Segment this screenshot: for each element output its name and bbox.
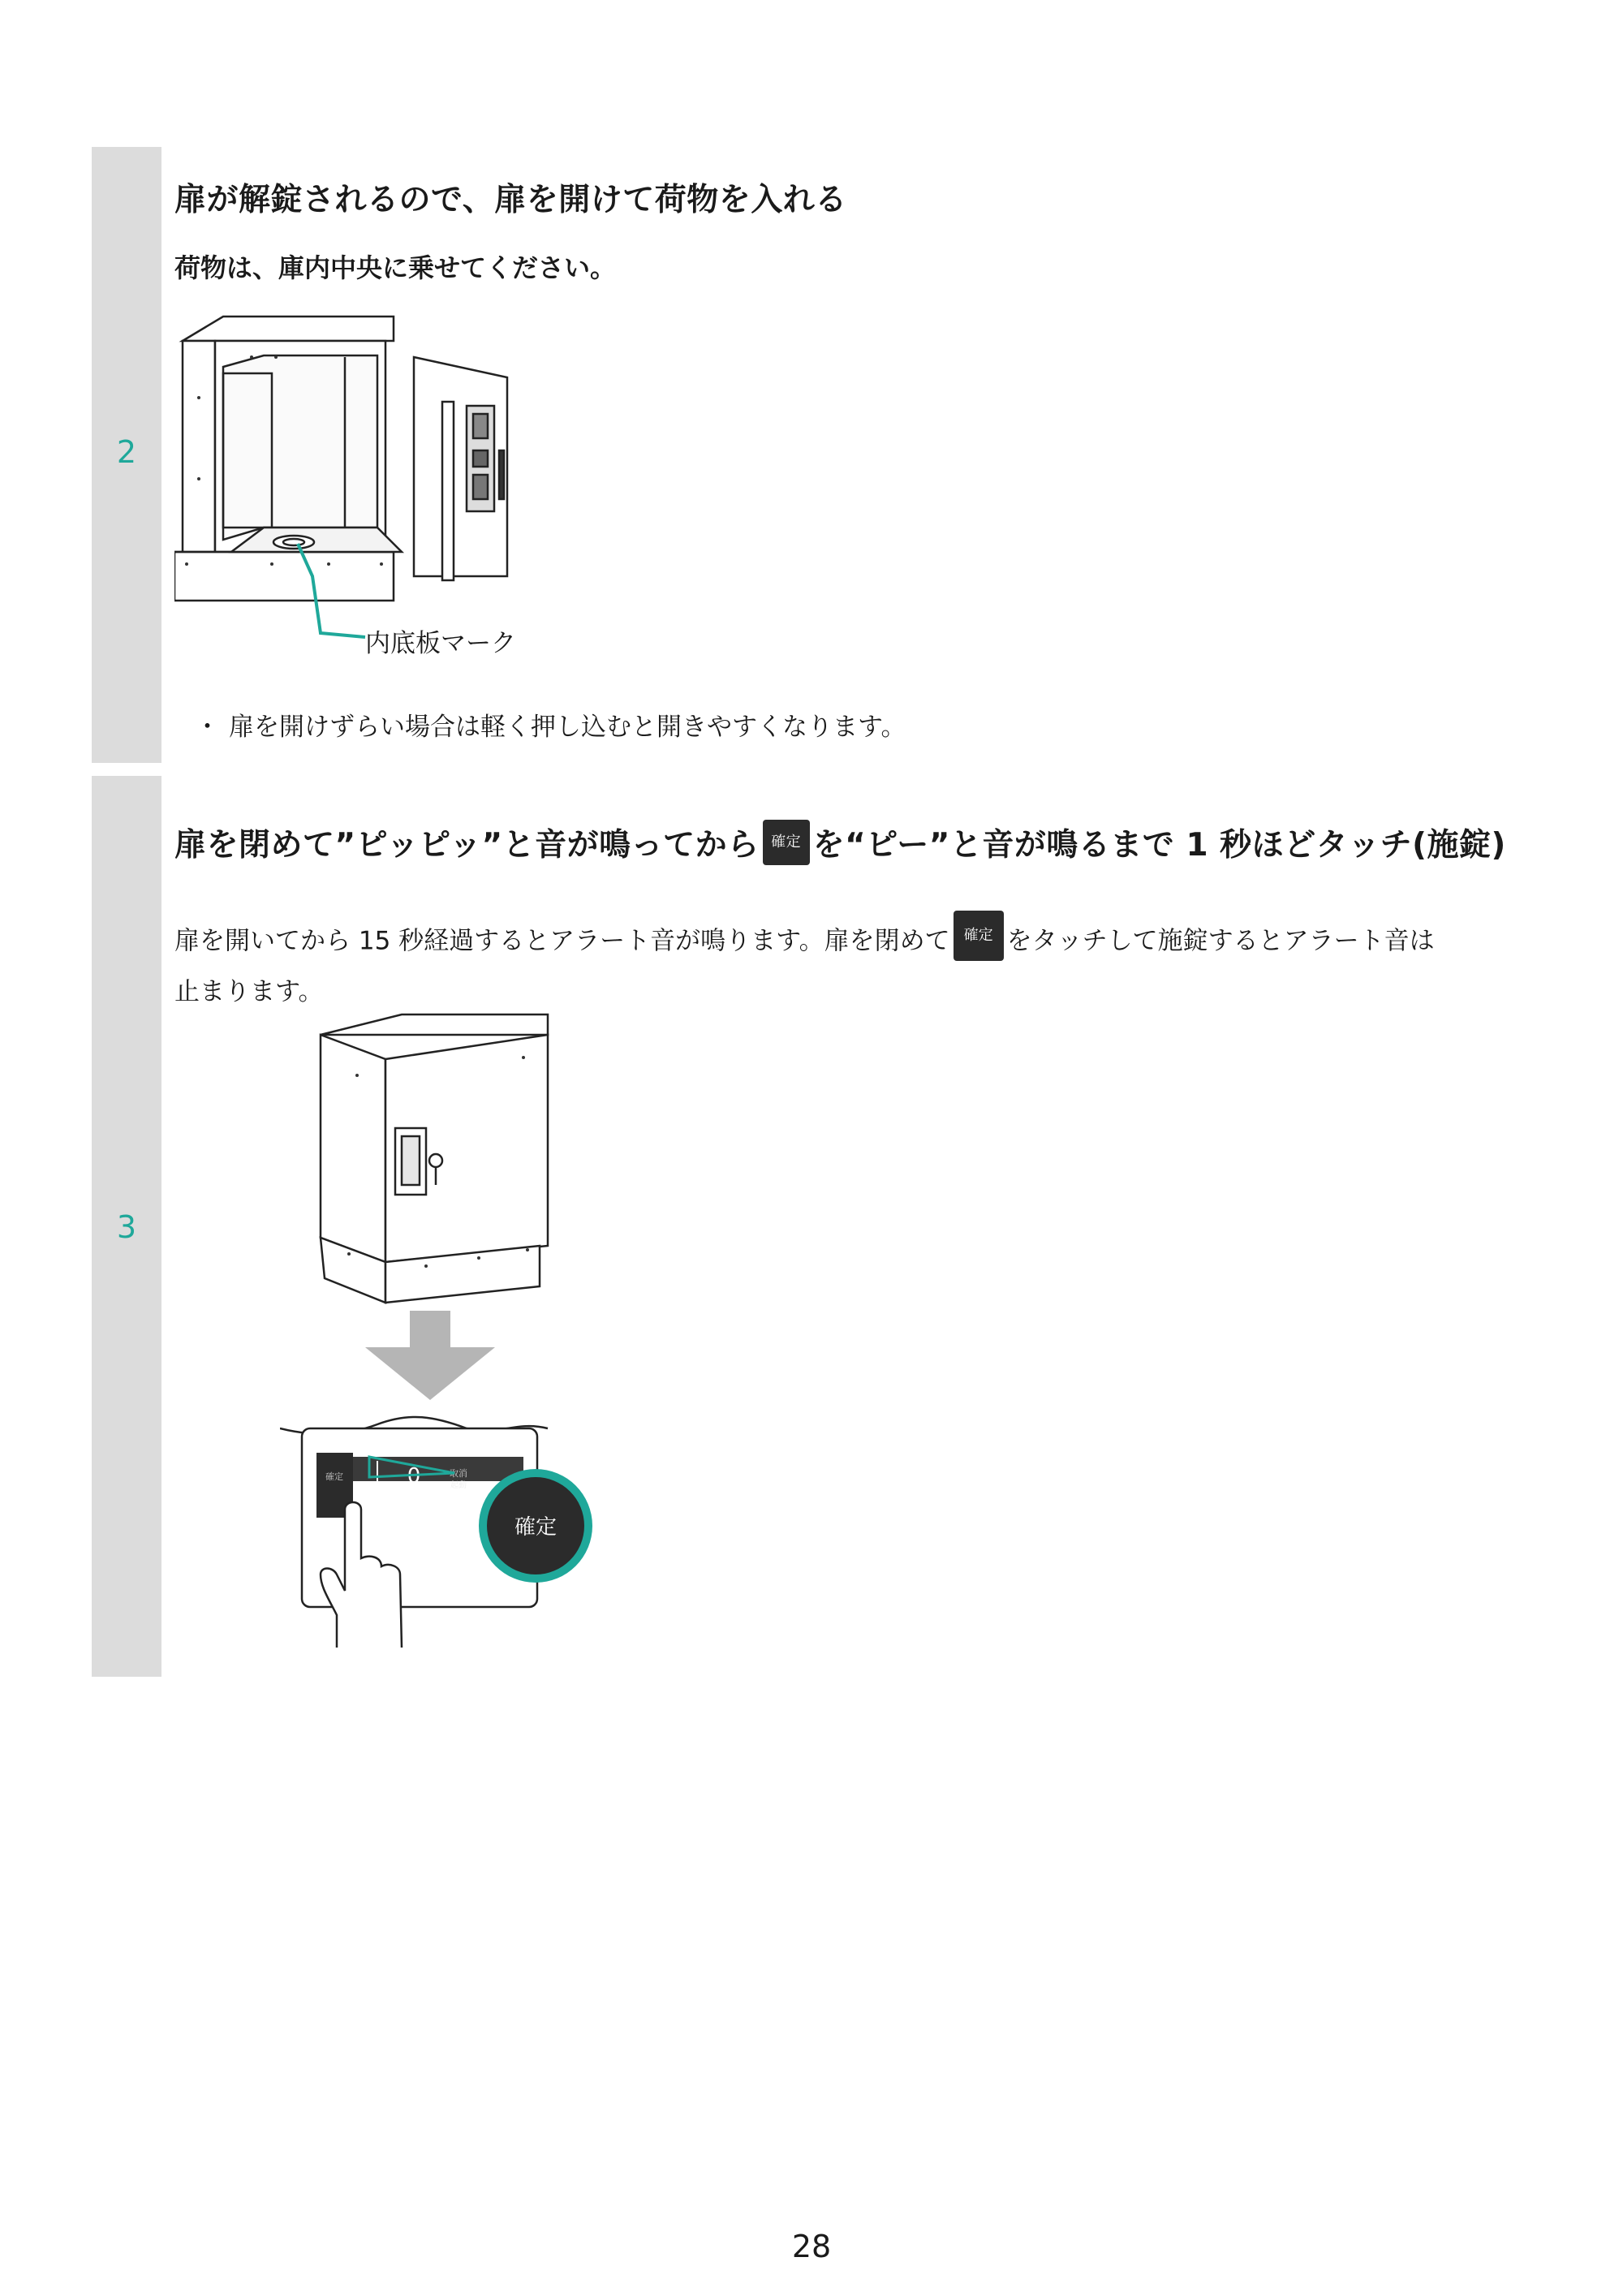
open-cabinet-figure: [174, 308, 548, 657]
confirm-key-icon: 確定: [763, 820, 810, 865]
step-3-title-part1: 扉を閉めて”ピッピッ”と音が鳴ってから: [174, 827, 760, 864]
floor-mark-label: 内底板マーク: [365, 629, 516, 658]
step-3-title-part2: を“ピー”と音が鳴るまで 1 秒ほどタッチ(施錠): [812, 827, 1506, 864]
keypad-key-left-label: 確定: [325, 1471, 343, 1482]
page-number: 28: [791, 2229, 832, 2264]
step-2-bullet: ・: [195, 713, 220, 742]
step-3-body-part1: 扉を開いてから 15 秒経過するとアラート音が鳴ります。扉を閉めて: [174, 926, 950, 956]
down-arrow-icon: [365, 1311, 495, 1400]
confirm-key-icon-inline: 確定: [954, 911, 1004, 961]
step-3-body-line2: 止まります。: [174, 977, 324, 1006]
keypad-touch-figure: [280, 1412, 613, 1648]
step-2-number: 2: [116, 434, 137, 470]
keypad-key-zero-label: 0: [407, 1464, 421, 1488]
step-2-title: 扉が解錠されるので、扉を開けて荷物を入れる: [174, 182, 847, 218]
zoom-confirm-label: 確定: [514, 1515, 558, 1540]
step-3-body-part2: をタッチして施錠するとアラート音は: [1006, 926, 1435, 956]
step-3-title: [174, 820, 1506, 870]
step-3-body-line1: [174, 917, 1435, 967]
keypad-key-cancel-sub-label: 起動: [450, 1481, 467, 1490]
closed-cabinet-figure: [312, 1010, 556, 1311]
step-2-note: 扉を開けずらい場合は軽く押し込むと開きやすくなります。: [229, 713, 906, 742]
step-3-number: 3: [116, 1209, 137, 1245]
step-2-subtitle: 荷物は、庫内中央に乗せてください。: [174, 252, 617, 283]
keypad-key-cancel-label: 取消: [450, 1468, 467, 1479]
